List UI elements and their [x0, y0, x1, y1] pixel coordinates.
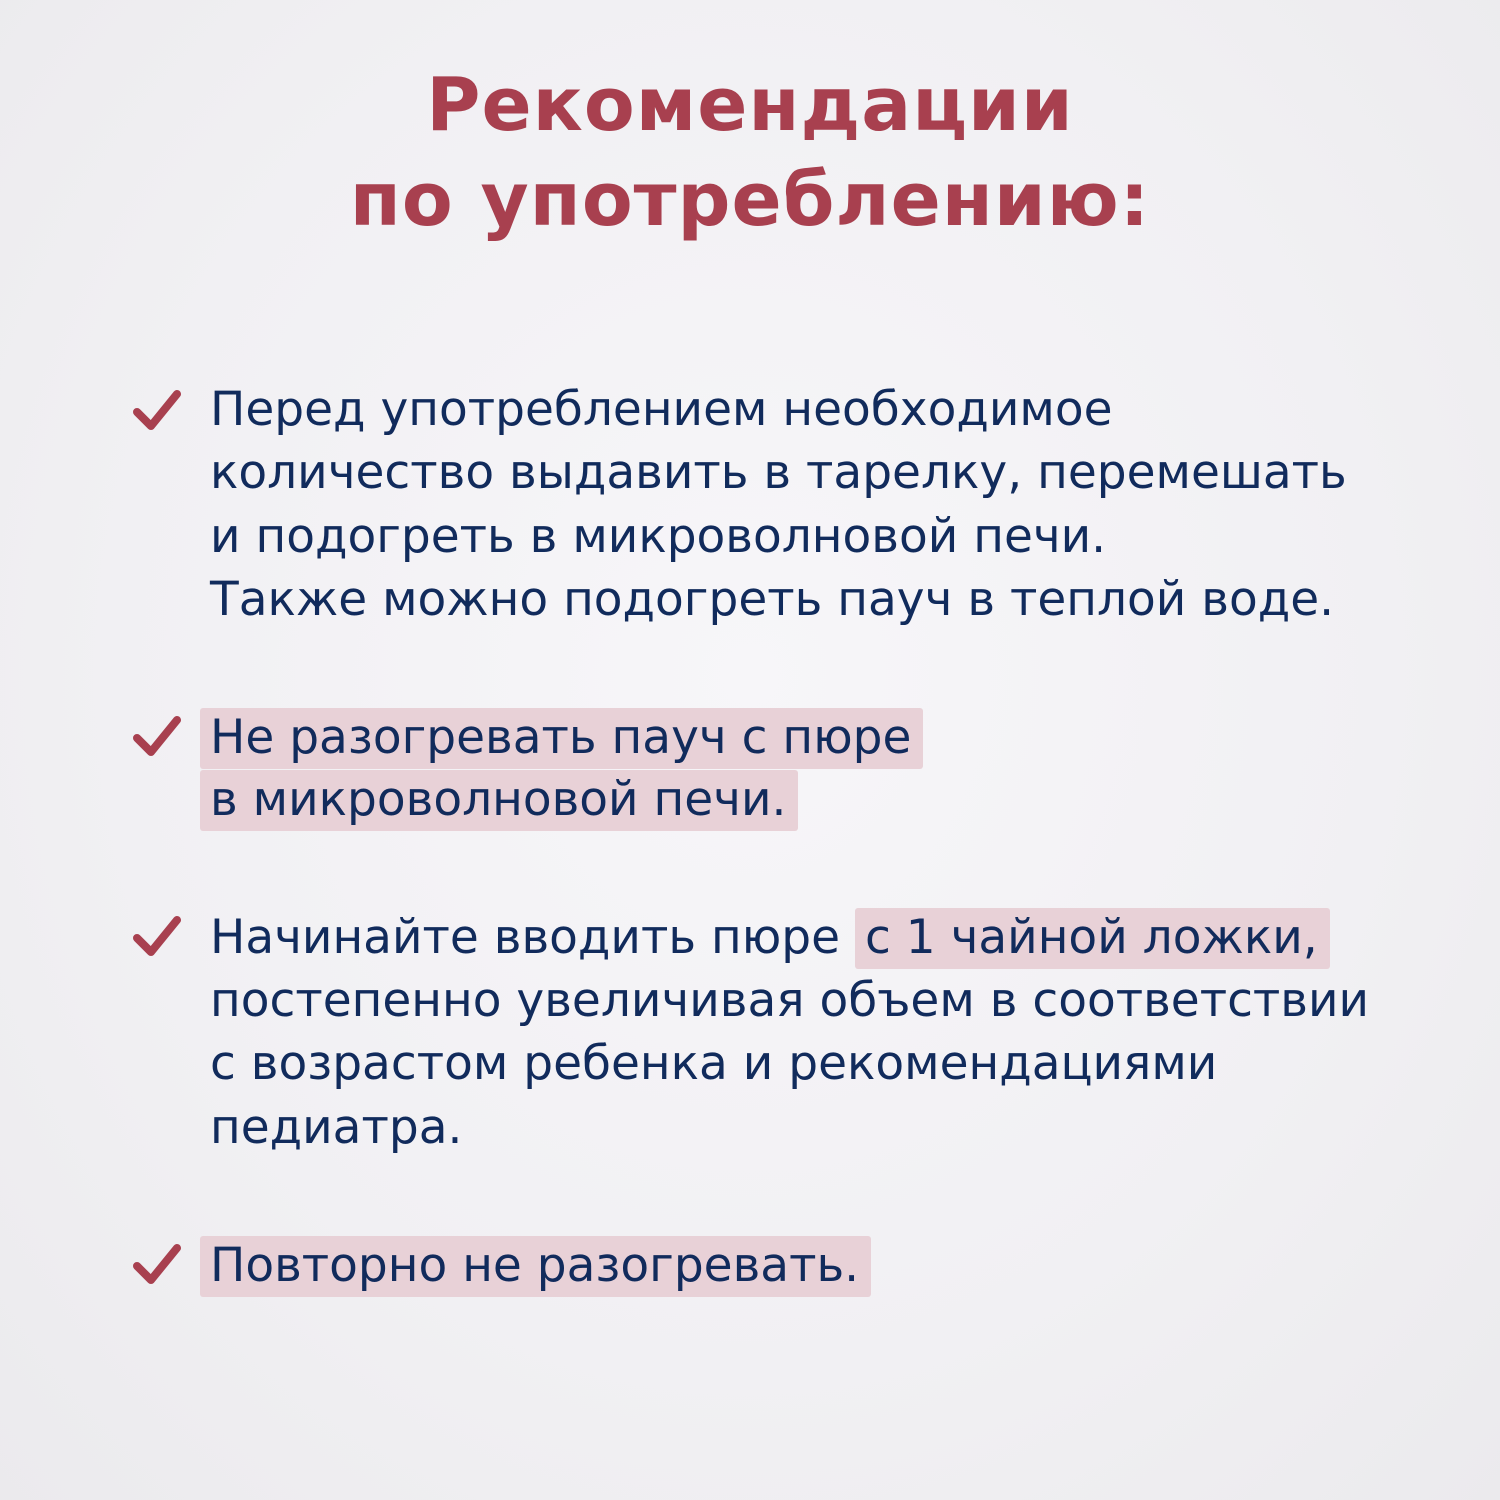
highlighted-text: в микроволновой печи. [200, 770, 798, 831]
item-text: и подогреть в микроволновой печи. [210, 509, 1107, 564]
item-text: Также можно подогреть пауч в теплой воде. [210, 572, 1335, 627]
item-text: с возрастом ребенка и рекомендациями [210, 1036, 1218, 1091]
item-text: постепенно увеличивая объем в соответствии [210, 973, 1370, 1028]
check-icon [133, 388, 181, 432]
item-text: Перед употреблением необходимое [210, 382, 1113, 437]
item-text: количество выдавить в тарелку, перемешать [210, 445, 1347, 500]
item-text: педиатра. [210, 1100, 463, 1155]
title-line-1: Рекомендации [426, 62, 1074, 148]
highlighted-text: Повторно не разогревать. [200, 1236, 871, 1297]
check-icon [133, 714, 181, 758]
highlighted-text: с 1 чайной ложки, [855, 908, 1330, 969]
item-text: Начинайте вводить пюре [210, 910, 855, 965]
check-icon [133, 1242, 181, 1286]
highlighted-text: Не разогревать пауч с пюре [200, 708, 923, 769]
check-icon [133, 914, 181, 958]
title-line-2: по употреблению: [349, 157, 1151, 243]
